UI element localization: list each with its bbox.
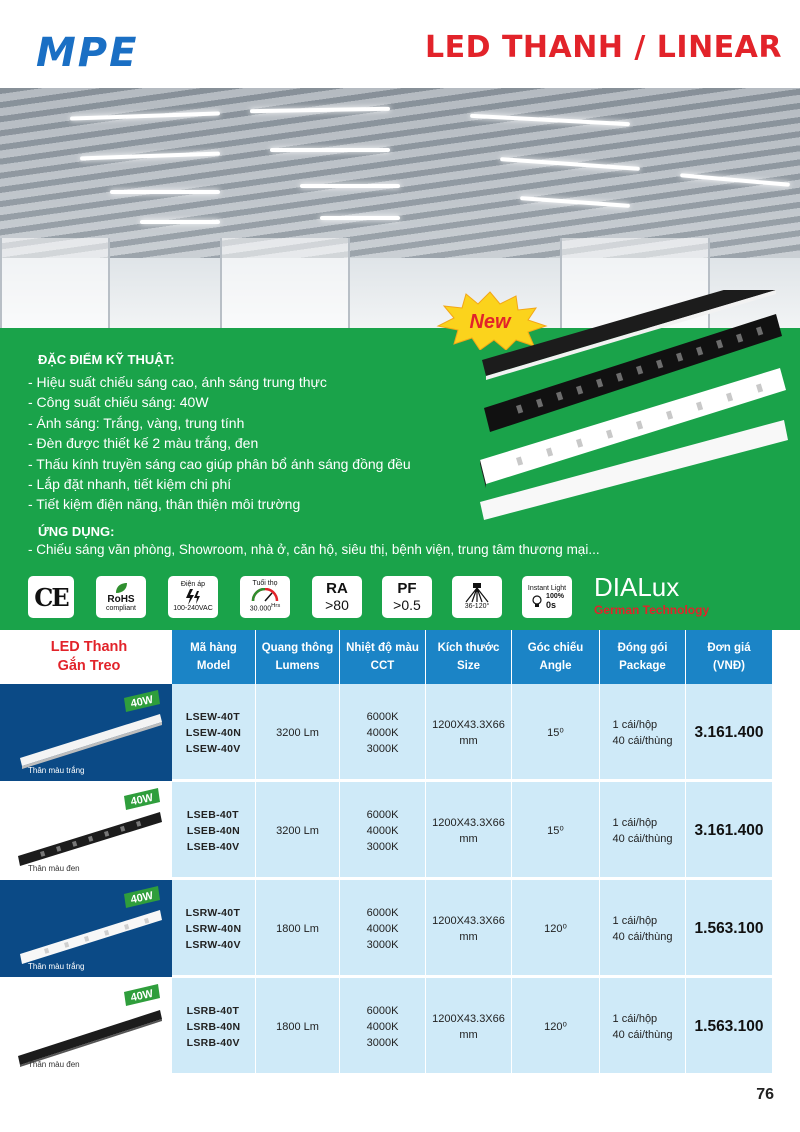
pf-label: PF	[397, 580, 417, 597]
lifetime-icon	[240, 576, 290, 618]
spec-item: - Thấu kính truyền sáng cao giúp phân bổ ánh sáng đồng đều	[28, 455, 411, 472]
table-row	[0, 880, 772, 977]
package-line: 40 cái/thùng	[612, 930, 673, 943]
ceiling-light	[140, 220, 220, 224]
model-code: LSEB-40V	[186, 840, 240, 853]
price-cell: 1.563.100	[694, 919, 764, 937]
header-package	[600, 630, 686, 684]
product-thumbnail	[0, 684, 172, 781]
size-value: 1200X43.3X66	[432, 718, 505, 731]
cct-cell	[340, 684, 426, 781]
angle-cell: 15⁰	[512, 782, 600, 879]
angle-cell: 15⁰	[512, 684, 600, 781]
header-text: Nhiệt độ màu	[346, 642, 419, 654]
lumens-cell: 3200 Lm	[256, 782, 340, 879]
model-code: LSRW-40V	[185, 938, 241, 951]
model-code: LSRB-40V	[186, 1036, 240, 1049]
dialux-logo: DIALux	[594, 572, 680, 602]
power-badge	[124, 690, 160, 712]
size-cell	[426, 782, 512, 879]
ceiling-light	[270, 148, 390, 152]
badge-text: 40W	[129, 693, 155, 711]
voltage-icon	[168, 576, 218, 618]
instant-light-icon	[522, 576, 572, 618]
header-text: (VNĐ)	[713, 660, 745, 672]
cct-value: 6000K	[366, 1004, 399, 1017]
header-model	[172, 630, 256, 684]
header-text: CCT	[370, 660, 395, 672]
lumens-cell: 3200 Lm	[256, 684, 340, 781]
header-text: Mã hàng	[190, 642, 237, 654]
cct-value: 4000K	[366, 922, 399, 935]
category-title	[22, 638, 156, 676]
spec-item: - Hiệu suất chiếu sáng cao, ánh sáng trung thực	[28, 374, 327, 390]
lightning-icon	[184, 589, 202, 605]
header-price	[686, 630, 772, 684]
size-unit: mm	[459, 930, 478, 943]
package-line: 1 cái/hộp	[612, 1012, 658, 1025]
package-line: 1 cái/hộp	[612, 816, 658, 829]
size-value: 1200X43.3X66	[432, 914, 505, 927]
cct-value: 4000K	[366, 1020, 399, 1033]
size-cell	[426, 880, 512, 977]
page-header	[0, 0, 800, 88]
thumb-label: Thân màu trắng	[28, 766, 85, 775]
size-unit: mm	[459, 734, 478, 747]
ceiling-light	[110, 190, 220, 194]
dialux-subtitle: German Technology	[594, 603, 710, 617]
header-text: Angle	[539, 660, 572, 672]
gauge-icon	[250, 588, 280, 602]
rohs-icon	[96, 576, 146, 618]
header-text: Package	[619, 660, 666, 672]
instant-values	[546, 593, 564, 609]
cct-value: 4000K	[366, 726, 399, 739]
model-code: LSEW-40N	[185, 726, 242, 739]
cct-value: 3000K	[366, 1036, 399, 1049]
life-unit: Hrs	[271, 603, 281, 610]
header-text: Lumens	[275, 660, 320, 672]
cct-cell	[340, 880, 426, 977]
size-unit: mm	[459, 832, 478, 845]
application-title: ỨNG DỤNG:	[38, 524, 115, 539]
spec-item: - Tiết kiệm điện năng, thân thiện môi trường	[28, 496, 301, 513]
cct-value: 4000K	[366, 824, 399, 837]
model-code: LSEW-40V	[185, 742, 241, 755]
header-angle	[512, 630, 600, 684]
header-cct	[340, 630, 426, 684]
package-cell	[600, 880, 686, 977]
thumb-label: Thân màu đen	[28, 1060, 80, 1069]
life-value	[250, 602, 281, 613]
package-line: 40 cái/thùng	[612, 1028, 673, 1041]
price-cell: 3.161.400	[694, 723, 764, 741]
spec-item: - Công suất chiếu sáng: 40W	[28, 394, 209, 411]
power-badge	[124, 984, 160, 1006]
header-text: Đóng gói	[617, 642, 668, 654]
size-value: 1200X43.3X66	[432, 1012, 505, 1025]
product-thumbnail	[0, 978, 172, 1075]
angle-cell: 120⁰	[512, 880, 600, 977]
angle-cell: 120⁰	[512, 978, 600, 1075]
model-cell	[172, 880, 256, 977]
bulb-icon	[530, 594, 544, 608]
ceiling-light	[300, 184, 400, 188]
package-cell	[600, 684, 686, 781]
product-thumbnail	[0, 782, 172, 879]
category-line: Gắn Treo	[57, 658, 121, 674]
voltage-label: Điện áp	[180, 581, 206, 588]
specs-title: ĐẶC ĐIỂM KỸ THUẬT:	[38, 352, 175, 367]
ceiling-light	[320, 216, 400, 220]
badge-text: 40W	[129, 889, 155, 907]
model-code: LSRB-40T	[186, 1004, 240, 1017]
power-badge	[124, 788, 160, 810]
cct-value: 6000K	[366, 710, 399, 723]
application-text: - Chiếu sáng văn phòng, Showroom, nhà ở, căn hộ, siêu thị, bệnh viện, trung tâm thương mại...	[28, 542, 600, 557]
thumb-label: Thân màu trắng	[28, 962, 85, 971]
size-unit: mm	[459, 1028, 478, 1041]
header-lumens	[256, 630, 340, 684]
header-size	[426, 630, 512, 684]
price-cell: 1.563.100	[694, 1017, 764, 1035]
header-text: Góc chiếu	[527, 642, 584, 654]
leaf-icon	[114, 582, 128, 594]
spec-item: - Đèn được thiết kế 2 màu trắng, đen	[28, 435, 259, 452]
rohs-sub: compliant	[106, 604, 136, 612]
beam-angle-icon	[452, 576, 502, 618]
package-line: 40 cái/thùng	[612, 832, 673, 845]
angle-value: 36-120°	[464, 603, 490, 610]
header-text: Model	[196, 660, 231, 672]
lumens-cell: 1800 Lm	[256, 880, 340, 977]
package-line: 1 cái/hộp	[612, 914, 658, 927]
ce-icon	[28, 576, 74, 618]
badge-text: 40W	[129, 987, 155, 1005]
model-code: LSEB-40T	[186, 808, 239, 821]
instant-time: 0s	[546, 600, 557, 610]
cct-value: 6000K	[366, 906, 399, 919]
life-number: 30.000	[249, 605, 272, 613]
price-cell: 3.161.400	[694, 821, 764, 839]
model-cell	[172, 978, 256, 1075]
package-cell	[600, 782, 686, 879]
model-code: LSEB-40N	[186, 824, 241, 837]
model-code: LSRW-40N	[185, 922, 242, 935]
package-line: 40 cái/thùng	[612, 734, 673, 747]
header-text: Quang thông	[261, 642, 334, 654]
new-label: New	[469, 311, 511, 333]
rohs-label: RoHS	[107, 593, 135, 605]
glass-wall	[220, 238, 350, 328]
package-line: 1 cái/hộp	[612, 718, 658, 731]
cct-cell	[340, 978, 426, 1075]
pf-value: >0.5	[393, 597, 421, 613]
spec-item: - Ánh sáng: Trắng, vàng, trung tính	[28, 414, 245, 431]
instant-pct: 100%	[546, 593, 564, 600]
power-badge	[124, 886, 160, 908]
cct-value: 6000K	[366, 808, 399, 821]
model-cell	[172, 782, 256, 879]
cct-cell	[340, 782, 426, 879]
model-code: LSEW-40T	[185, 710, 240, 723]
instant-row	[530, 593, 564, 609]
beam-icon	[464, 583, 490, 603]
specs-list	[28, 372, 488, 515]
model-cell	[172, 684, 256, 781]
model-code: LSRW-40T	[185, 906, 241, 919]
cct-value: 3000K	[366, 840, 399, 853]
voltage-value: 100-240VAC	[173, 605, 213, 612]
product-thumbnail	[0, 880, 172, 977]
ra-label: RA	[326, 580, 348, 597]
product-lamps-image	[476, 290, 800, 520]
life-label: Tuổi thọ	[252, 580, 278, 588]
page-number: 76	[756, 1086, 774, 1103]
page-title: LED THANH / LINEAR	[424, 30, 782, 65]
size-cell	[426, 684, 512, 781]
lumens-cell: 1800 Lm	[256, 978, 340, 1075]
model-code: LSRB-40N	[186, 1020, 241, 1033]
instant-label: Instant Light	[527, 585, 567, 592]
table-row	[0, 782, 772, 879]
thumb-label: Thân màu đen	[28, 864, 80, 873]
cct-value: 3000K	[366, 742, 399, 755]
cct-value: 3000K	[366, 938, 399, 951]
glass-wall	[0, 238, 110, 328]
ra-value: >80	[325, 597, 349, 613]
ce-mark: CE	[34, 582, 68, 612]
ra-icon	[312, 576, 362, 618]
header-text: Kích thước	[437, 642, 500, 654]
badge-text: 40W	[129, 791, 155, 809]
category-line: LED Thanh	[50, 639, 128, 655]
header-text: Đơn giá	[707, 642, 751, 654]
size-cell	[426, 978, 512, 1075]
mpe-logo: MPE	[36, 30, 139, 76]
package-cell	[600, 978, 686, 1075]
size-value: 1200X43.3X66	[432, 816, 505, 829]
pf-icon	[382, 576, 432, 618]
header-text: Size	[456, 660, 480, 672]
spec-item: - Lắp đặt nhanh, tiết kiệm chi phí	[28, 476, 232, 493]
table-row	[0, 684, 772, 781]
table-row	[0, 978, 772, 1075]
